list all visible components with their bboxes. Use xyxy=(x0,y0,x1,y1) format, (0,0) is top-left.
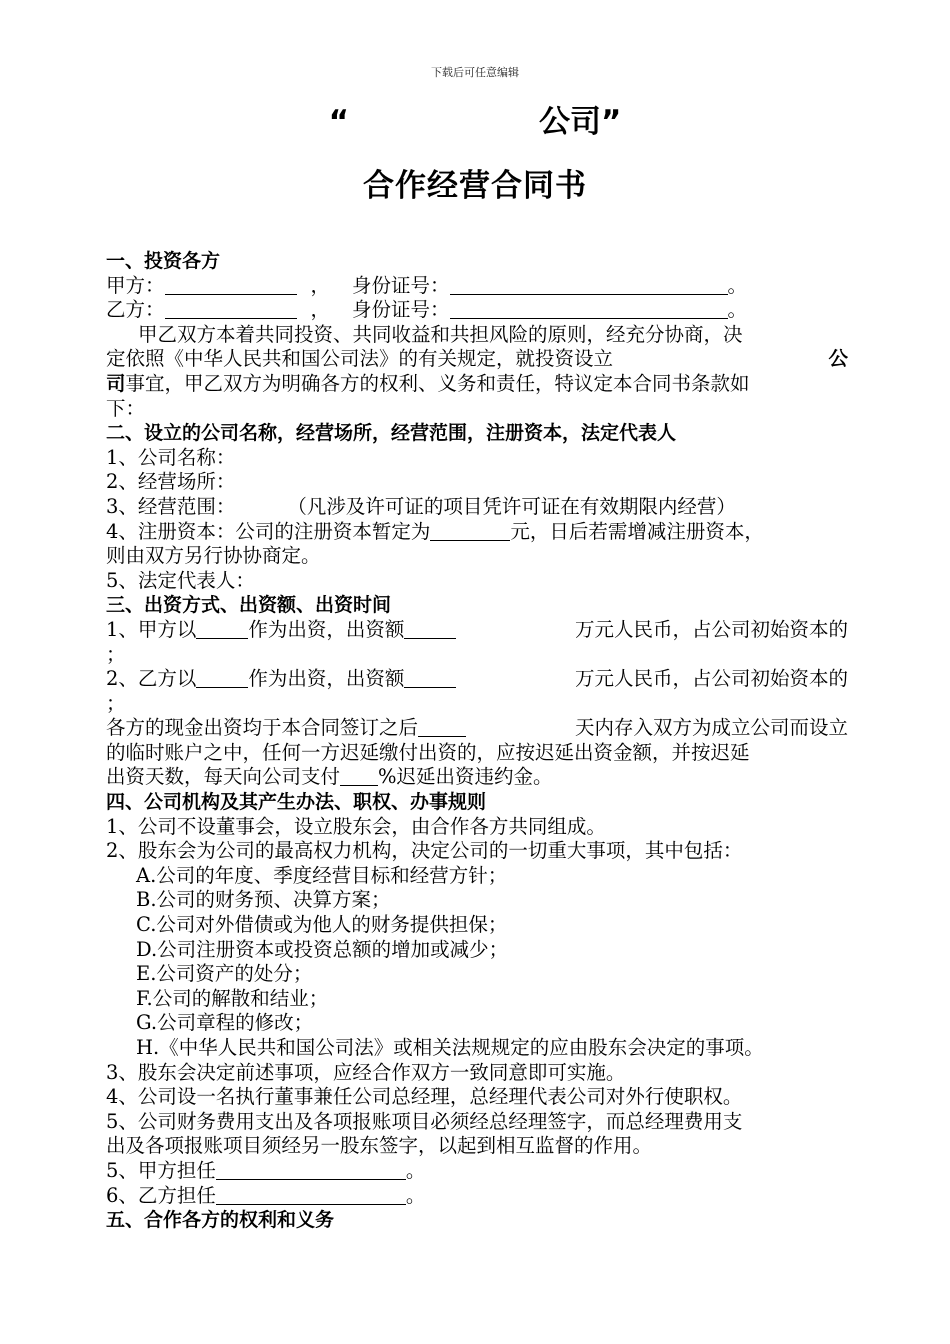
comma: ， xyxy=(310,273,331,297)
section-4-heading: 四、公司机构及其产生办法、职权、办事规则 xyxy=(106,791,487,814)
section-5-heading: 五、合作各方的权利和义务 xyxy=(106,1209,335,1232)
party-a-label: 甲方： xyxy=(106,273,165,297)
party-b-contribution xyxy=(106,667,848,692)
org-item-1: 1、公司不设董事会，设立股东会，由合作各方共同组成。 xyxy=(106,814,606,838)
org-subitem: D.公司注册资本或投资总额的增加或减少； xyxy=(136,937,509,961)
role-text: 6、乙方担任 xyxy=(106,1183,216,1207)
semicolon-line: ； xyxy=(106,642,126,666)
party-a-role-blank xyxy=(216,1160,406,1180)
preamble-text: 定依照《中华人民共和国公司法》的有关规定，就投资设立 xyxy=(106,347,614,371)
days-blank xyxy=(418,717,466,737)
party-a-id-label: 身份证号： xyxy=(352,273,450,297)
title-company: 公司” xyxy=(539,104,622,140)
cash-text: %迟延出资违约金。 xyxy=(378,765,553,789)
business-place-item: 2、经营场所： xyxy=(106,470,236,494)
contrib-text: 作为出资，出资额 xyxy=(248,617,405,641)
contrib-text: 万元人民币，占公司初始资本的 xyxy=(574,617,848,641)
title-open-quote: “ xyxy=(328,104,349,140)
contrib-a-form-blank xyxy=(196,619,248,639)
contrib-text: 万元人民币，占公司初始资本的 xyxy=(574,667,848,691)
party-a-name-blank xyxy=(165,275,297,295)
cash-text: 天内存入双方为成立公司而设立 xyxy=(574,716,848,740)
org-subitem: G.公司章程的修改； xyxy=(136,1011,314,1035)
party-b-role-item xyxy=(106,1184,848,1209)
preamble-line-2 xyxy=(106,347,848,372)
contrib-a-amount-blank xyxy=(404,619,456,639)
semicolon-line: ； xyxy=(106,691,126,715)
section-3-heading: 三、出资方式、出资额、出资时间 xyxy=(106,594,392,617)
cash-text: 出资天数，每天向公司支付 xyxy=(106,765,341,789)
scope-label: 3、经营范围： xyxy=(106,494,236,518)
org-item-2: 2、股东会为公司的最高权力机构，决定公司的一切重大事项，其中包括： xyxy=(106,839,743,863)
preamble-line-4: 下： xyxy=(106,396,146,420)
period: 。 xyxy=(405,1158,426,1182)
party-b-id-label: 身份证号： xyxy=(352,298,450,322)
org-item-4: 4、公司设一名执行董事兼任公司总经理，总经理代表公司对外行使职权。 xyxy=(106,1085,743,1109)
role-text: 5、甲方担任 xyxy=(106,1158,216,1182)
capital-amount-blank xyxy=(430,521,510,541)
period: 。 xyxy=(727,298,748,322)
org-subitem: E.公司资产的处分； xyxy=(136,962,313,986)
preamble-line-3 xyxy=(106,372,848,397)
org-item-5-line-1: 5、公司财务费用支出及各项报账项目必须经总经理签字，而总经理费用支 xyxy=(106,1109,743,1133)
company-title xyxy=(0,96,950,141)
registered-capital-cont: 则由双方另行协协商定。 xyxy=(106,544,321,568)
contrib-b-form-blank xyxy=(196,668,248,688)
preamble-text: 事宜，甲乙双方为明确各方的权利、义务和责任，特议定本合同书条款如 xyxy=(125,371,750,395)
company-name-item: 1、公司名称： xyxy=(106,445,236,469)
party-b-line xyxy=(106,298,848,323)
preamble-line-1: 甲乙双方本着共同投资、共同收益和共担风险的原则，经充分协商，决 xyxy=(138,322,743,346)
penalty-rate-blank xyxy=(340,766,378,786)
contract-title: 合作经营合同书 xyxy=(363,168,587,204)
period: 。 xyxy=(727,273,748,297)
comma: ， xyxy=(310,298,331,322)
preamble-company-char: 公 xyxy=(828,347,848,371)
party-b-label: 乙方： xyxy=(106,298,165,322)
org-subitem: A.公司的年度、季度经营目标和经营方针； xyxy=(136,863,508,887)
party-a-role-item xyxy=(106,1159,848,1184)
section-1-heading: 一、投资各方 xyxy=(106,250,221,272)
preamble-company-char: 司 xyxy=(106,371,126,395)
party-a-id-blank xyxy=(450,275,728,295)
capital-text: 4、注册资本：公司的注册资本暂定为 xyxy=(106,519,431,543)
section-2-heading: 二、设立的公司名称，经营场所，经营范围，注册资本，法定代表人 xyxy=(106,422,677,445)
org-subitem: H.《中华人民共和国公司法》或相关法规规定的应由股东会决定的事项。 xyxy=(136,1036,764,1059)
org-item-5-line-2: 出及各项报账项目须经另一股东签字，以起到相互监督的作用。 xyxy=(106,1134,653,1158)
capital-text-2: 元，日后若需增减注册资本， xyxy=(510,519,764,543)
party-b-id-blank xyxy=(450,299,728,319)
scope-note: （凡涉及许可证的项目凭许可证在有效期限内经营） xyxy=(287,494,736,518)
cash-text: 各方的现金出资均于本合同签订之后 xyxy=(106,716,419,740)
party-b-name-blank xyxy=(165,299,297,319)
contrib-a-text: 1、甲方以 xyxy=(106,617,197,641)
org-subitem: C.公司对外借债或为他人的财务提供担保； xyxy=(136,913,508,937)
contrib-b-text: 2、乙方以 xyxy=(106,667,197,691)
contract-body xyxy=(106,249,848,1233)
header-note: 下载后可任意编辑 xyxy=(431,66,519,79)
cash-clause-line-3 xyxy=(106,765,848,790)
contrib-b-amount-blank xyxy=(404,668,456,688)
org-item-3: 3、股东会决定前述事项，应经合作双方一致同意即可实施。 xyxy=(106,1060,626,1084)
party-a-contribution xyxy=(106,618,848,643)
legal-rep-item: 5、法定代表人： xyxy=(106,568,255,592)
party-b-role-blank xyxy=(216,1185,406,1205)
party-a-line xyxy=(106,274,848,299)
registered-capital-item xyxy=(106,520,848,545)
org-subitem: B.公司的财务预、决算方案； xyxy=(136,888,391,912)
cash-clause-line-2: 的临时账户之中，任何一方迟延缴付出资的，应按迟延出资金额，并按迟延 xyxy=(106,740,750,764)
business-scope-item xyxy=(106,495,848,520)
period: 。 xyxy=(405,1183,426,1207)
contrib-text: 作为出资，出资额 xyxy=(248,667,405,691)
org-subitem: F.公司的解散和结业； xyxy=(136,986,329,1010)
cash-clause-line-1 xyxy=(106,716,848,741)
